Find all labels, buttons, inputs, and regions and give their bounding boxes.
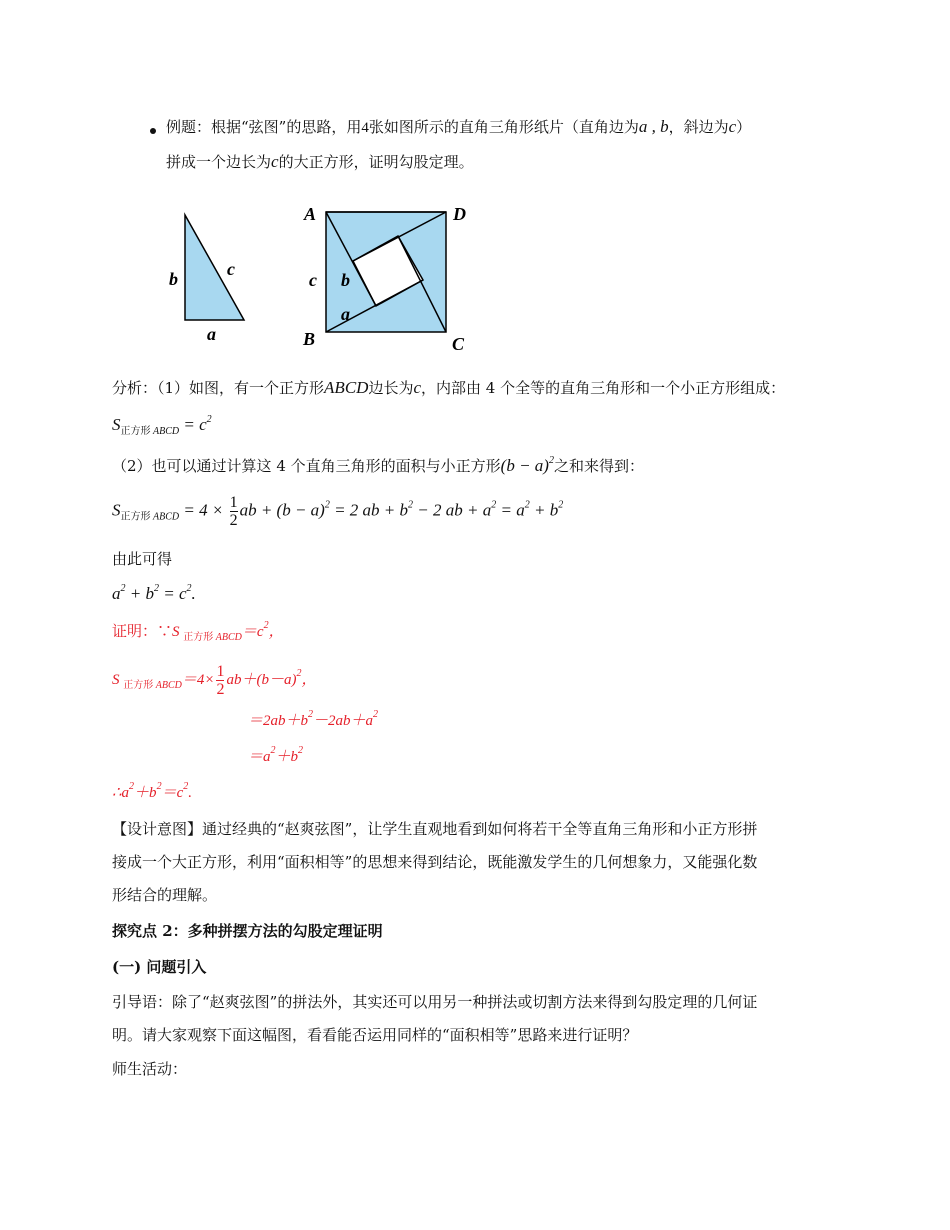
- math-var: c: [413, 378, 421, 397]
- intro-line-1: 引导语：除了“赵爽弦图”的拼法外，其实还可以用另一种拼法或切割方法来得到勾股定理的几何证: [112, 993, 758, 1011]
- activity-label: 师生活动：: [112, 1060, 188, 1078]
- text: ，斜边为: [668, 118, 729, 136]
- small-triangle: [185, 215, 244, 320]
- proof-label: 证明：∵: [112, 622, 173, 640]
- text: 拼成一个边长为: [166, 153, 272, 171]
- bullet-dot: [150, 128, 156, 134]
- label-big-c: c: [309, 270, 317, 290]
- label-small-c: c: [227, 259, 235, 279]
- text: ，内部由 4 个全等的直角三角形和一个小正方形组成：: [421, 379, 786, 397]
- label-small-a: a: [207, 324, 216, 344]
- text: 张如图所示的直角三角形纸片（直角边为: [368, 118, 639, 136]
- analysis-eq3: $a^2 + b^2 = c^2$.: [112, 583, 196, 603]
- math-var: ABCD: [324, 378, 369, 397]
- design-line-1: 【设计意图】通过经典的“赵爽弦图”，让学生直观地看到如何将若干全等直角三角形和小正方形拼: [112, 820, 758, 838]
- text: 边长为: [368, 379, 414, 397]
- analysis-eq1: $S_{正方形 ABCD} = c^2$: [112, 414, 212, 437]
- analysis-p2: [112, 455, 644, 477]
- text: ）: [736, 118, 752, 136]
- section-heading: 探究点 2：多种拼摆方法的勾股定理证明: [112, 922, 383, 940]
- text: （2）也可以通过计算这 4 个直角三角形的面积与小正方形: [112, 457, 501, 475]
- proof-line-3: $=2ab+b^2-2ab+a^2$: [248, 709, 379, 729]
- math-var: c: [728, 117, 737, 136]
- proof-line-5: $\therefore a^2+b^2=c^2$.: [112, 781, 192, 801]
- math-var: a , b: [638, 117, 669, 136]
- proof-line-2: S $_{正方形 ABCD}$＝4× $\frac{1}{2}$ $ab+(b-a)^2$，: [112, 663, 317, 698]
- text: 4: [361, 120, 369, 136]
- pythagoras-figure: [160, 200, 480, 360]
- text: 分析：（1）如图，有一个正方形: [112, 379, 325, 397]
- example-line-2: [166, 151, 474, 173]
- text: 之和来得到：: [553, 457, 644, 475]
- section-subheading: (一) 问题引入: [112, 958, 207, 976]
- label-A: A: [304, 204, 317, 224]
- analysis-conclude: 由此可得: [112, 550, 173, 568]
- proof-line-4: $=a^2+b^2$: [248, 745, 304, 765]
- label-small-b: b: [169, 269, 178, 289]
- math-expr: $(b - a)^2$: [500, 455, 554, 475]
- label-big-b: b: [341, 270, 350, 290]
- analysis-eq2: $S_{正方形 ABCD} = 4$ × $\frac{1}{2}$ ab + $(b - a)^2 = 2$ ab + $b^2 - 2$ ab + $a^2 = a^2 + b^2$: [112, 494, 564, 529]
- label-B: B: [303, 329, 316, 349]
- math-var: c: [271, 152, 279, 171]
- text: 例题：根据“弦图”的思路，用: [166, 118, 362, 136]
- design-line-2: 接成一个大正方形，利用“面积相等”的思想来得到结论，既能激发学生的几何想象力，又能强化数: [112, 853, 758, 871]
- label-C: C: [452, 334, 465, 354]
- label-D: D: [453, 204, 466, 224]
- proof-line-1: 证明：∵S $_{正方形 ABCD}=c^2$，: [112, 620, 284, 643]
- example-line-1: [166, 116, 751, 139]
- analysis-p1: [112, 377, 785, 399]
- label-big-a: a: [341, 304, 350, 324]
- design-line-3: 形结合的理解。: [112, 886, 218, 904]
- intro-line-2: 明。请大家观察下面这幅图，看看能否运用同样的“面积相等”思路来进行证明？: [112, 1026, 638, 1044]
- text: 的大正方形，证明勾股定理。: [278, 153, 474, 171]
